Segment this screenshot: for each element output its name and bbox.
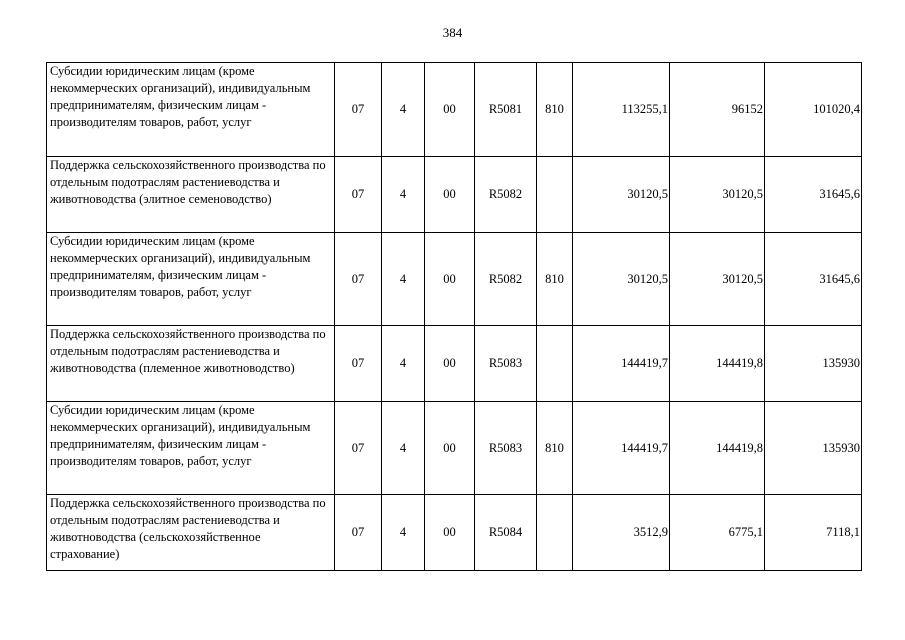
section-cell: 07 — [335, 157, 382, 233]
table-row — [47, 157, 862, 233]
table-row — [47, 402, 862, 495]
subsection-cell: 4 — [382, 402, 425, 495]
row-name-cell: Субсидии юридическим лицам (кроме некоммерческих организаций), индивидуальным предпринимателям, физическим лицам - производителям товаров, работ, услуг — [47, 63, 335, 157]
table-row — [47, 326, 862, 402]
table-row — [47, 233, 862, 326]
subsection-cell: 4 — [382, 63, 425, 157]
row-name-cell: Поддержка сельскохозяйственного производства по отдельным подотраслям растениеводства и животноводства (племенное животноводство) — [47, 326, 335, 402]
program-cell: 00 — [425, 233, 475, 326]
subsection-cell: 4 — [382, 326, 425, 402]
year2-amount-cell: 30120,5 — [670, 157, 765, 233]
year3-amount-cell: 135930 — [765, 402, 862, 495]
program-cell: 00 — [425, 402, 475, 495]
article-cell: R5081 — [475, 63, 537, 157]
program-cell: 00 — [425, 326, 475, 402]
section-cell: 07 — [335, 233, 382, 326]
year1-amount-cell: 3512,9 — [573, 495, 670, 571]
year3-amount-cell: 135930 — [765, 326, 862, 402]
article-cell: R5083 — [475, 326, 537, 402]
section-cell: 07 — [335, 63, 382, 157]
article-cell: R5083 — [475, 402, 537, 495]
table-row — [47, 63, 862, 157]
expense-type-cell: 810 — [537, 63, 573, 157]
program-cell: 00 — [425, 157, 475, 233]
row-name-cell: Поддержка сельскохозяйственного производства по отдельным подотраслям растениеводства и животноводства (сельскохозяйственное страхование) — [47, 495, 335, 571]
budget-table — [46, 62, 862, 571]
year2-amount-cell: 144419,8 — [670, 326, 765, 402]
section-cell: 07 — [335, 326, 382, 402]
year2-amount-cell: 144419,8 — [670, 402, 765, 495]
article-cell: R5082 — [475, 157, 537, 233]
program-cell: 00 — [425, 495, 475, 571]
year3-amount-cell: 101020,4 — [765, 63, 862, 157]
year3-amount-cell: 7118,1 — [765, 495, 862, 571]
subsection-cell: 4 — [382, 495, 425, 571]
row-name-cell: Поддержка сельскохозяйственного производства по отдельным подотраслям растениеводства и животноводства (элитное семеноводство) — [47, 157, 335, 233]
article-cell: R5084 — [475, 495, 537, 571]
row-name-cell: Субсидии юридическим лицам (кроме некоммерческих организаций), индивидуальным предпринимателям, физическим лицам - производителям товаров, работ, услуг — [47, 402, 335, 495]
year1-amount-cell: 113255,1 — [573, 63, 670, 157]
program-cell: 00 — [425, 63, 475, 157]
year3-amount-cell: 31645,6 — [765, 233, 862, 326]
expense-type-cell: 810 — [537, 233, 573, 326]
year2-amount-cell: 96152 — [670, 63, 765, 157]
table-row — [47, 495, 862, 571]
year2-amount-cell: 6775,1 — [670, 495, 765, 571]
subsection-cell: 4 — [382, 233, 425, 326]
year1-amount-cell: 144419,7 — [573, 326, 670, 402]
expense-type-cell — [537, 495, 573, 571]
year1-amount-cell: 30120,5 — [573, 233, 670, 326]
section-cell: 07 — [335, 495, 382, 571]
page-number: 384 — [442, 25, 463, 40]
expense-type-cell — [537, 326, 573, 402]
year1-amount-cell: 30120,5 — [573, 157, 670, 233]
article-cell: R5082 — [475, 233, 537, 326]
expense-type-cell: 810 — [537, 402, 573, 495]
year1-amount-cell: 144419,7 — [573, 402, 670, 495]
year3-amount-cell: 31645,6 — [765, 157, 862, 233]
section-cell: 07 — [335, 402, 382, 495]
row-name-cell: Субсидии юридическим лицам (кроме некоммерческих организаций), индивидуальным предпринимателям, физическим лицам - производителям товаров, работ, услуг — [47, 233, 335, 326]
subsection-cell: 4 — [382, 157, 425, 233]
expense-type-cell — [537, 157, 573, 233]
year2-amount-cell: 30120,5 — [670, 233, 765, 326]
